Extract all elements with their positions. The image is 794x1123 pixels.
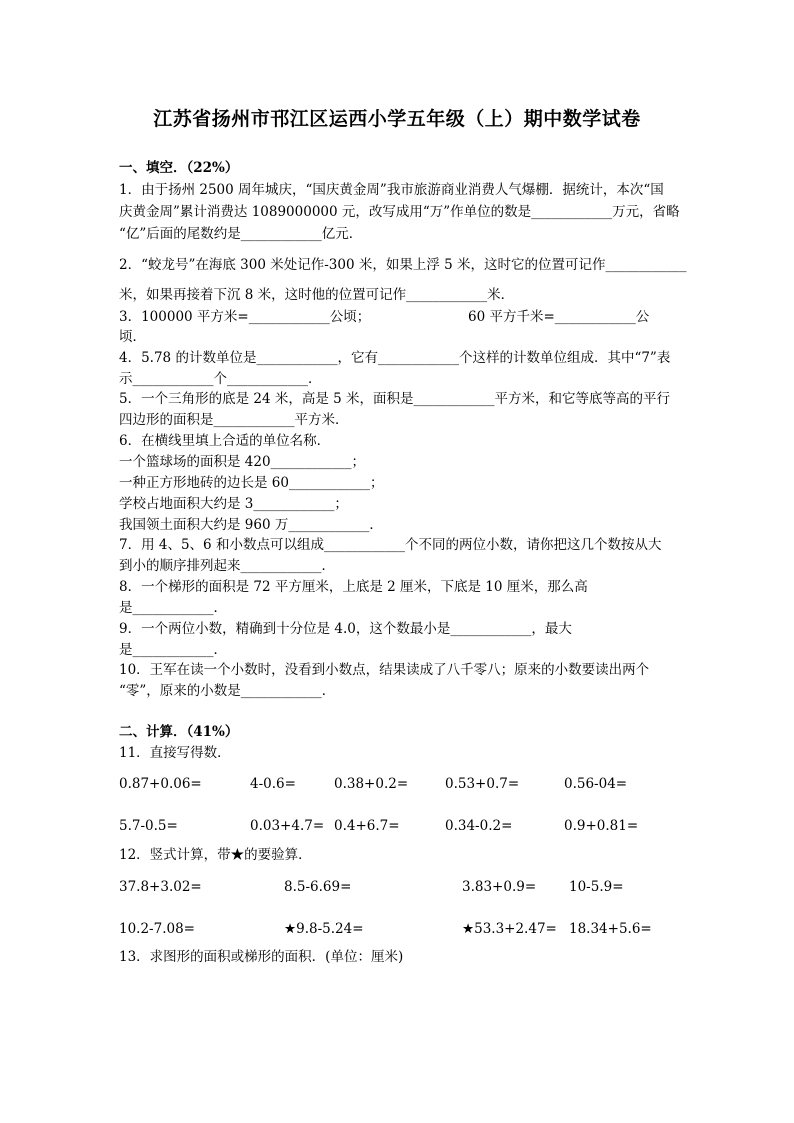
question-1-line-2: 庆黄金周”累计消费达 1089000000 元，改写成用“万”作单位的数是____________万元，省略 [119, 204, 680, 220]
column-calc-item: 37.8+3.02= [119, 879, 202, 895]
question-6-line-3: 一种正方形地砖的边长是 60____________； [119, 475, 384, 491]
oral-calc-item: 0.38+0.2= [334, 776, 409, 792]
oral-calc-item: 0.03+4.7= [250, 818, 325, 834]
question-3-part-2: 60 平方千米=____________公 [468, 309, 650, 325]
question-11-prompt: 11．直接写得数． [119, 745, 231, 761]
section-heading-calculation: 二、计算．（41%） [119, 724, 239, 740]
question-9-line-1: 9．一个两位小数，精确到十分位是 4.0，这个数最小是____________，最大 [119, 621, 572, 637]
question-10-line-2: “零”，原来的小数是____________． [119, 683, 336, 699]
question-13-prompt: 13．求图形的面积或梯形的面积．(单位：厘米) [119, 949, 404, 965]
question-6-line-2: 一个篮球场的面积是 420____________； [119, 454, 366, 470]
question-9-line-2: 是____________． [119, 642, 227, 658]
question-7-line-2: 到小的顺序排列起来____________． [119, 558, 335, 574]
column-calc-item: 8.5-6.69= [284, 879, 352, 895]
question-8-line-2: 是____________． [119, 600, 227, 616]
question-5-line-2: 四边形的面积是____________平方米． [119, 412, 349, 428]
column-calc-item: 10.2-7.08= [119, 921, 195, 937]
question-5-line-1: 5．一个三角形的底是 24 米，高是 5 米，面积是____________平方米，和它等底等高的平行 [119, 391, 671, 407]
question-2-line-2: 米，如果再接着下沉 8 米，这时他的位置可记作____________米． [119, 287, 515, 303]
question-6-line-4: 学校占地面积大约是 3____________； [119, 496, 348, 512]
question-4-line-2: 示____________个____________． [119, 371, 322, 387]
oral-calc-item: 0.9+0.81= [564, 818, 639, 834]
question-12-prompt: 12．竖式计算，带★的要验算． [119, 847, 312, 863]
oral-calc-item: 5.7-0.5= [119, 818, 178, 834]
question-8-line-1: 8．一个梯形的面积是 72 平方厘米，上底是 2 厘米，下底是 10 厘米，那么高 [119, 579, 588, 595]
question-6-line-1: 6．在横线里填上合适的单位名称． [119, 433, 331, 449]
oral-calc-item: 0.34-0.2= [445, 818, 513, 834]
oral-calc-item: 0.56-04= [564, 776, 628, 792]
oral-calc-item: 0.4+6.7= [334, 818, 400, 834]
column-calc-item: 10-5.9= [569, 879, 624, 895]
question-7-line-1: 7．用 4、5、6 和小数点可以组成____________个不同的两位小数，请你把这几个数按从大 [119, 537, 662, 553]
question-4-line-1: 4．5.78 的计数单位是____________，它有____________个这样的计数单位组成．其中“7”表 [119, 350, 671, 366]
column-calc-item: ★9.8-5.24= [284, 921, 364, 937]
question-10-line-1: 10．王军在读一个小数时，没看到小数点，结果读成了八千零八；原来的小数要读出两个 [119, 662, 650, 678]
question-1-line-1: 1．由于扬州 2500 周年城庆，“国庆黄金周”我市旅游商业消费人气爆棚．据统计，本次“国 [119, 182, 664, 198]
section-heading-fill-blanks: 一、填空．（22%） [119, 160, 239, 176]
question-2-line-1: 2．“蛟龙号”在海底 300 米处记作-300 米，如果上浮 5 米，这时它的位置可记作____________ [119, 257, 687, 273]
page-title: 江苏省扬州市邗江区运西小学五年级（上）期中数学试卷 [153, 108, 641, 130]
oral-calc-item: 0.87+0.06= [119, 776, 202, 792]
question-3-part-1: 3．100000 平方米=____________公顷； [119, 309, 371, 325]
oral-calc-item: 0.53+0.7= [445, 776, 520, 792]
column-calc-item: 18.34+5.6= [569, 921, 652, 937]
question-6-line-5: 我国领土面积大约是 960 万____________． [119, 517, 383, 533]
column-calc-item: 3.83+0.9= [462, 879, 537, 895]
question-3-line-2: 顷． [119, 329, 146, 345]
column-calc-item: ★53.3+2.47= [462, 921, 557, 937]
question-1-line-3: “亿”后面的尾数约是____________亿元． [119, 226, 363, 242]
oral-calc-item: 4-0.6= [250, 776, 296, 792]
